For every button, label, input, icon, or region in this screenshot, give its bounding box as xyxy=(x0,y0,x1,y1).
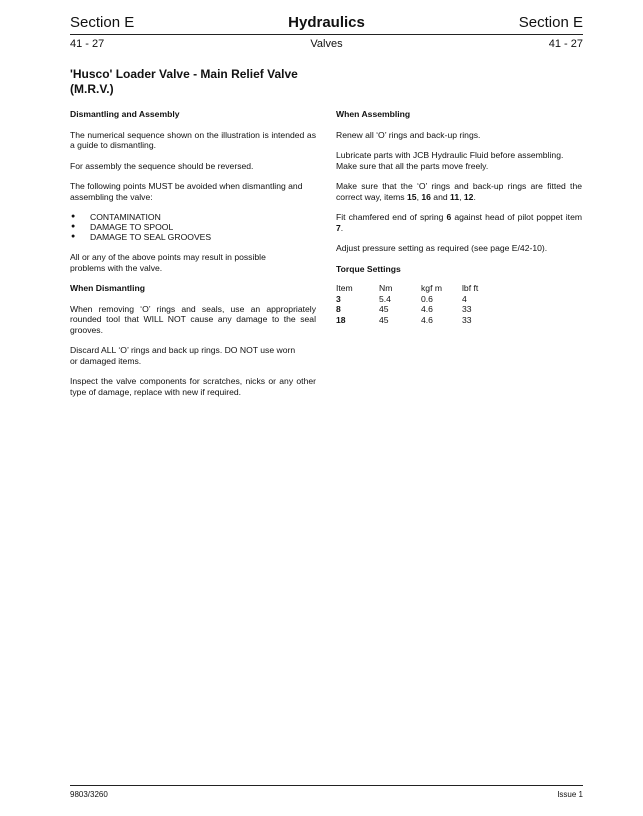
subject-title: Valves xyxy=(310,38,343,50)
page-header xyxy=(70,14,583,34)
paragraph-inspect: Inspect the valve components for scratches, nicks or any other type of damage, replace with new if required. xyxy=(70,376,316,397)
paragraph-sequence: The numerical sequence shown on the illustration is intended as a guide to dismantling. xyxy=(70,129,316,150)
paragraph-lubricate xyxy=(336,150,582,171)
table-cell: 4.6 xyxy=(421,314,433,325)
column-header: Item xyxy=(336,283,353,293)
document-number: 9803/3260 xyxy=(70,790,108,799)
table-cell: 4 xyxy=(462,293,467,304)
table-cell: 5.4 xyxy=(379,293,391,304)
table-cell: 33 xyxy=(462,304,472,314)
table-row xyxy=(336,315,478,326)
paragraph-lubricate-line1: Lubricate parts with JCB Hydraulic Fluid before assembling. xyxy=(336,150,564,160)
table-cell: 8 xyxy=(336,304,341,314)
item-ref: 12 xyxy=(463,191,474,202)
avoid-list xyxy=(70,212,316,242)
table-row xyxy=(336,294,478,305)
item-ref: 11 xyxy=(450,191,460,202)
chapter-title: Hydraulics xyxy=(288,14,365,31)
text-fragment: . xyxy=(473,191,476,202)
left-column xyxy=(70,109,316,407)
column-header: Nm xyxy=(379,283,393,293)
right-column xyxy=(336,109,582,325)
page-title-line2: (M.R.V.) xyxy=(70,82,114,96)
paragraph-discard-rings xyxy=(70,345,316,366)
paragraph-discard-line2: or damaged items. xyxy=(70,355,142,366)
paragraph-problems-line1: All or any of the above points may result in possible xyxy=(70,252,266,262)
paragraph-adjust-pressure: Adjust pressure setting as required (see page E/42-10). xyxy=(336,243,548,253)
item-ref: 6 xyxy=(446,212,452,222)
table-cell: 3 xyxy=(336,293,341,304)
item-ref: 7 xyxy=(336,222,341,233)
list-item: ● DAMAGE TO SEAL GROOVES xyxy=(70,232,316,242)
page-title xyxy=(70,67,320,97)
heading-dismantling-assembly: Dismantling and Assembly xyxy=(70,109,180,119)
column-header: kgf m xyxy=(421,283,443,293)
paragraph-points-avoid: The following points MUST be avoided when dismantling and assembling the valve: xyxy=(70,181,303,202)
issue-label: Issue 1 xyxy=(557,790,583,799)
item-ref: 16 xyxy=(421,191,431,202)
page-title-line1: 'Husco' Loader Valve - Main Relief Valve xyxy=(70,67,298,81)
page-subheader xyxy=(70,38,583,52)
paragraph-fit-rings xyxy=(336,181,582,202)
paragraph-removing-rings: When removing ‘O’ rings and seals, use an appropriately rounded tool that WILL NOT cause any damage to the seal grooves. xyxy=(70,303,316,335)
paragraph-lubricate-line2: Make sure that all the parts move freely. xyxy=(336,160,489,171)
heading-when-dismantling: When Dismantling xyxy=(70,283,145,293)
column-header: lbf ft xyxy=(462,283,479,293)
table-header-row xyxy=(336,283,478,294)
paragraph-problems xyxy=(70,252,316,273)
table-cell: 45 xyxy=(379,314,389,325)
header-rule xyxy=(70,34,583,35)
list-item: ● DAMAGE TO SPOOL xyxy=(70,222,316,232)
page-number-left: 41 - 27 xyxy=(70,38,105,50)
paragraph-renew-rings: Renew all ‘O’ rings and back-up rings. xyxy=(336,129,481,140)
section-label-left: Section E xyxy=(70,14,135,31)
text-fragment: against head of pilot poppet item xyxy=(451,212,583,222)
text-fragment: Fit chamfered end of spring xyxy=(336,212,447,222)
paragraph-spring xyxy=(336,212,582,233)
text-fragment: , xyxy=(416,191,422,202)
section-label-right: Section E xyxy=(518,14,583,31)
text-fragment: and xyxy=(430,191,451,202)
footer-rule xyxy=(70,785,583,786)
table-row xyxy=(336,304,478,315)
page-number-right: 41 - 27 xyxy=(548,38,583,50)
text-fragment: Make sure that the ‘O’ rings and back-up rings are fitted the correct way, items xyxy=(336,181,582,202)
table-cell: 45 xyxy=(379,304,389,314)
item-ref: 15 xyxy=(407,191,417,202)
table-cell: 0.6 xyxy=(421,293,433,304)
torque-table xyxy=(336,283,478,325)
paragraph-discard-line1: Discard ALL ‘O’ rings and back up rings. DO NOT use worn xyxy=(70,345,296,355)
table-cell: 18 xyxy=(336,314,346,325)
text-fragment: , xyxy=(459,191,464,202)
heading-torque-settings: Torque Settings xyxy=(336,263,401,274)
table-cell: 33 xyxy=(462,314,472,325)
paragraph-problems-line2: problems with the valve. xyxy=(70,262,163,273)
heading-when-assembling: When Assembling xyxy=(336,109,411,119)
table-cell: 4.6 xyxy=(421,304,433,314)
text-fragment: . xyxy=(340,222,344,233)
list-item: ● CONTAMINATION xyxy=(70,212,316,222)
paragraph-assembly-reverse: For assembly the sequence should be reversed. xyxy=(70,160,254,171)
